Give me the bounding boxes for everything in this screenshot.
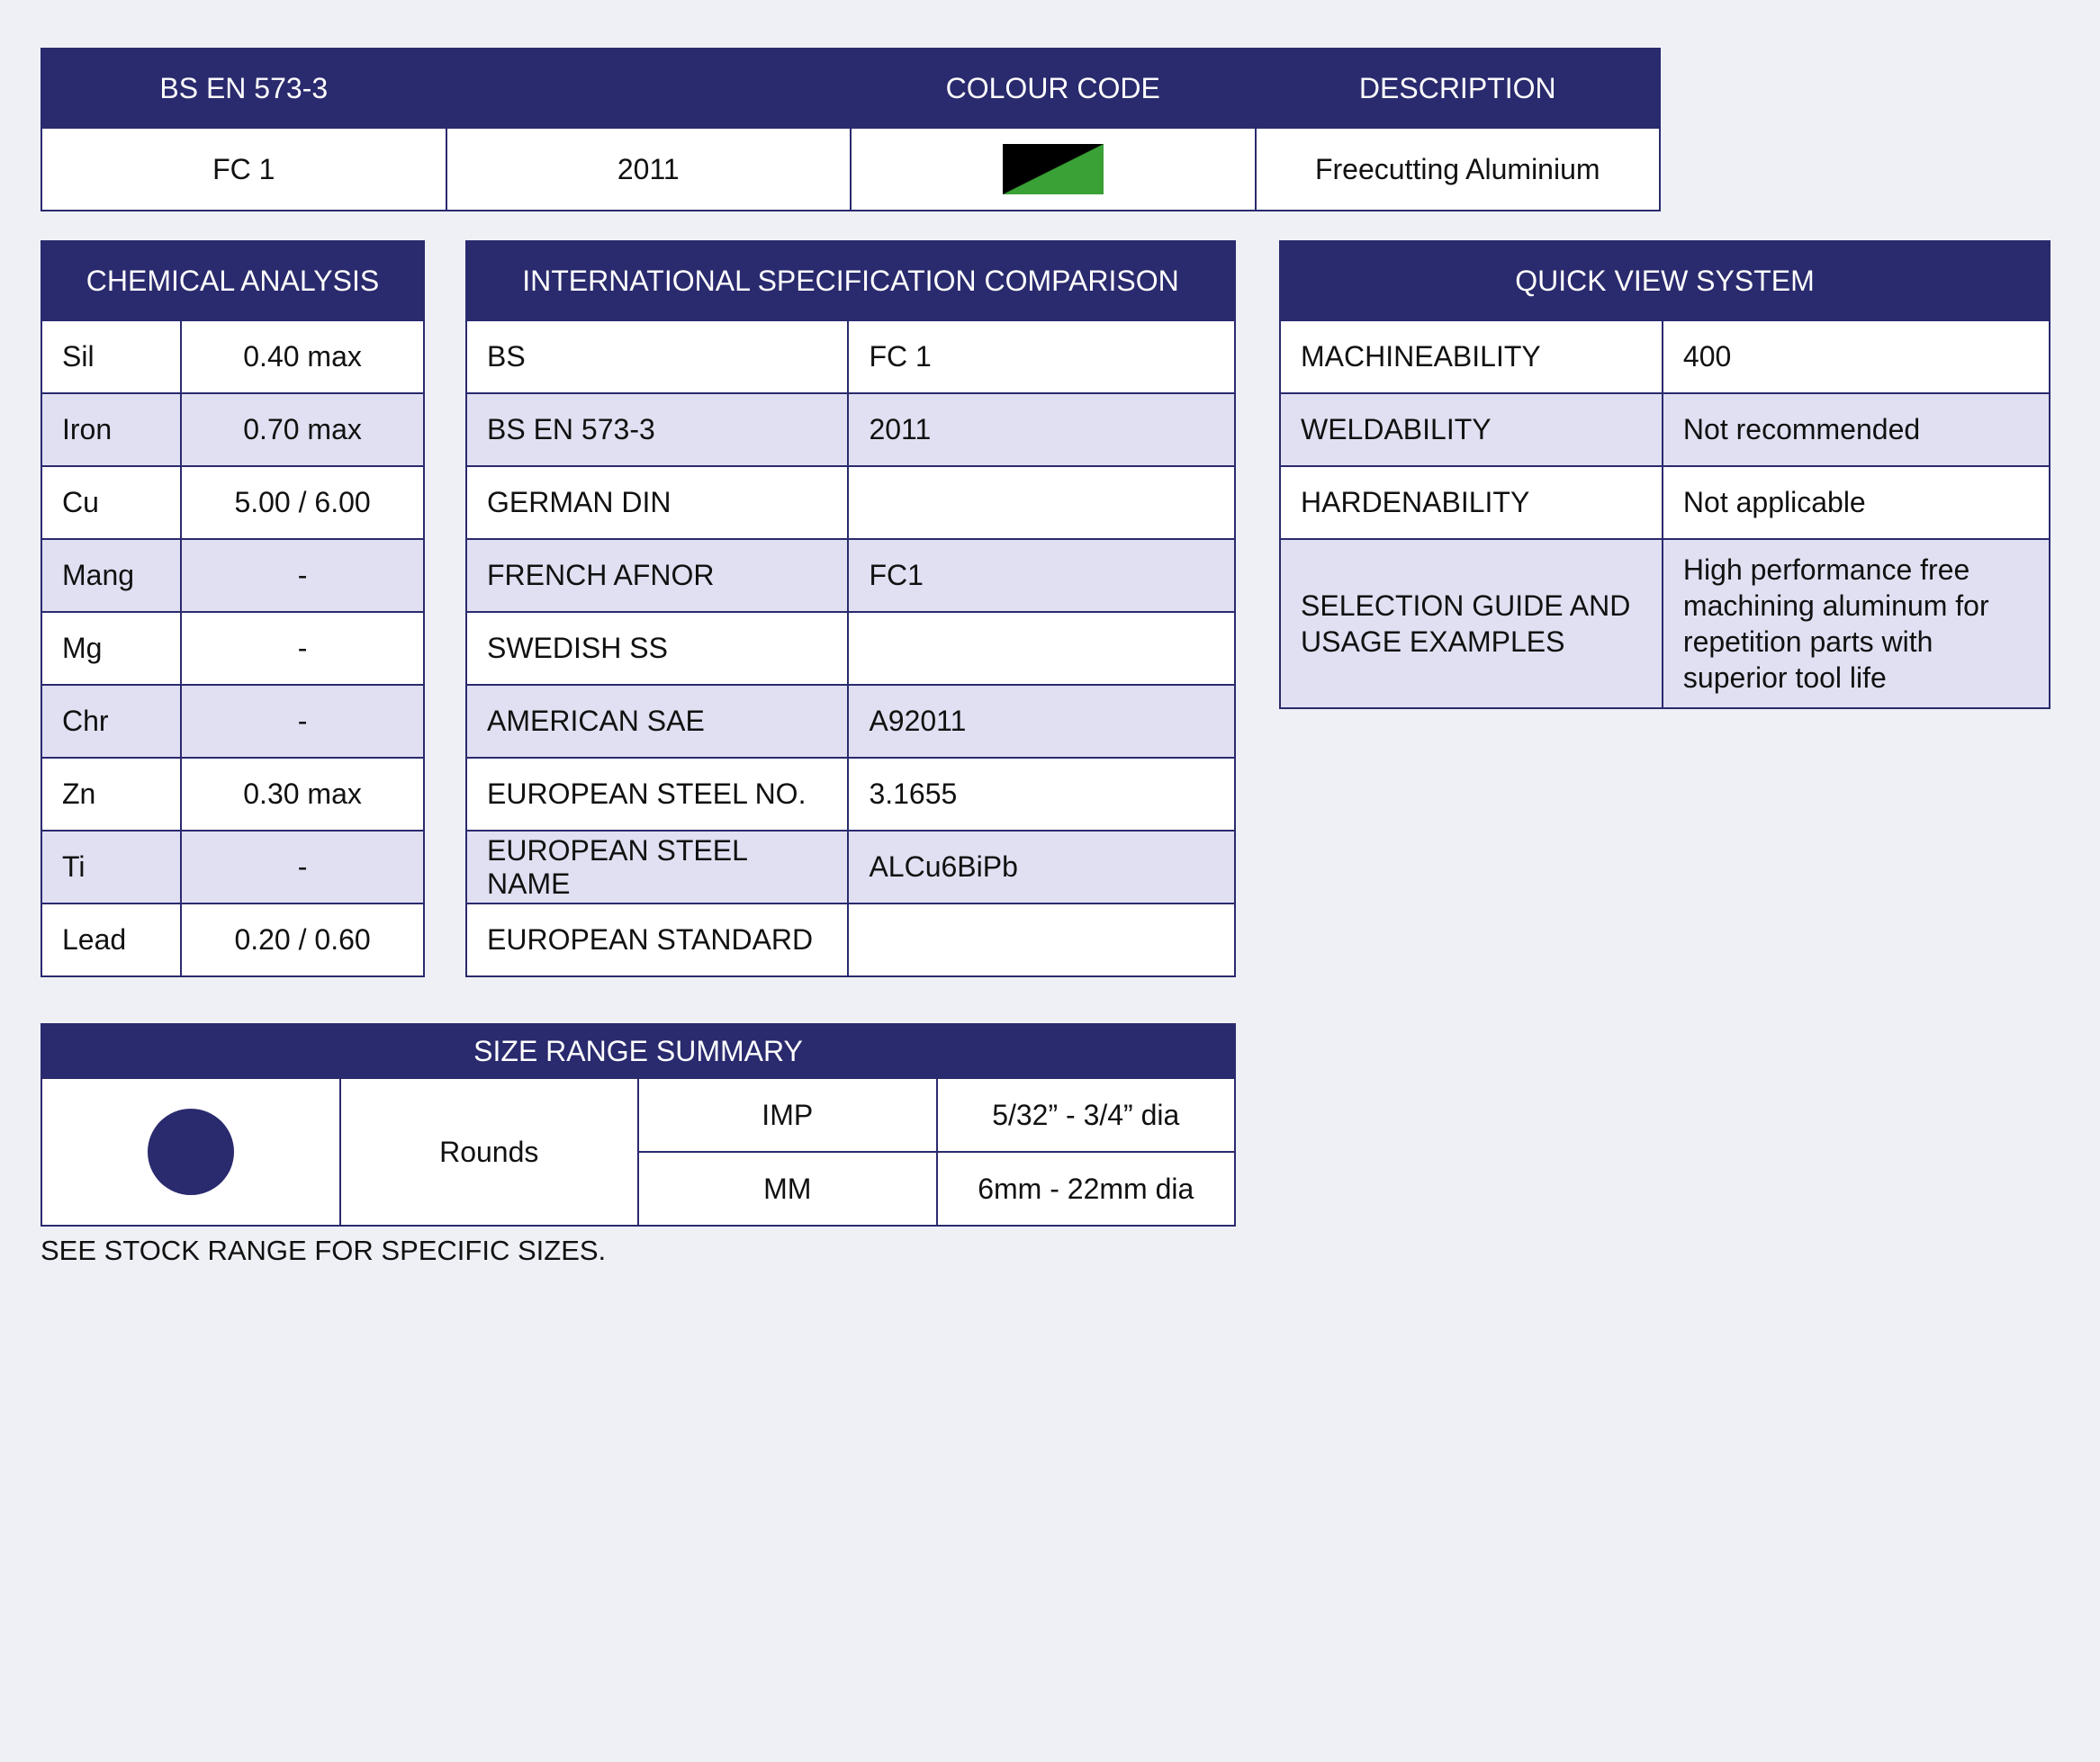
spec-value: ALCu6BiPb xyxy=(848,831,1235,903)
size-range-title: SIZE RANGE SUMMARY xyxy=(41,1024,1235,1078)
header-blank xyxy=(446,49,852,128)
header-description: DESCRIPTION xyxy=(1256,49,1661,128)
element-name: Mg xyxy=(41,612,181,685)
element-value: 0.40 max xyxy=(181,320,424,393)
spec-value: 2011 xyxy=(848,393,1235,466)
quick-view-value: High performance free machining aluminum for repetition parts with superior tool life xyxy=(1663,539,2050,708)
shape-cell xyxy=(41,1078,340,1226)
spec-key: EUROPEAN STEEL NO. xyxy=(466,758,848,831)
imp-range: 5/32” - 3/4” dia xyxy=(937,1078,1236,1152)
spec-value xyxy=(848,612,1235,685)
quick-view-key: MACHINEABILITY xyxy=(1280,320,1663,393)
imp-label: IMP xyxy=(638,1078,937,1152)
element-name: Sil xyxy=(41,320,181,393)
header-standard: BS EN 573-3 xyxy=(41,49,446,128)
spec-value: 3.1655 xyxy=(848,758,1235,831)
element-value: 0.30 max xyxy=(181,758,424,831)
element-name: Cu xyxy=(41,466,181,539)
spec-value: FC1 xyxy=(848,539,1235,612)
size-range-table xyxy=(41,1023,1236,1227)
element-value: - xyxy=(181,831,424,903)
element-name: Chr xyxy=(41,685,181,758)
quick-view-key: WELDABILITY xyxy=(1280,393,1663,466)
spec-key: BS xyxy=(466,320,848,393)
spec-value: A92011 xyxy=(848,685,1235,758)
mm-label: MM xyxy=(638,1152,937,1226)
header-colour-code: COLOUR CODE xyxy=(851,49,1256,128)
element-value: - xyxy=(181,612,424,685)
element-name: Lead xyxy=(41,903,181,976)
quick-view-value: 400 xyxy=(1663,320,2050,393)
colour-swatch-icon xyxy=(1003,144,1104,194)
element-name: Mang xyxy=(41,539,181,612)
description-value: Freecutting Aluminium xyxy=(1256,128,1661,211)
chemical-analysis-table xyxy=(41,240,425,977)
spec-key: SWEDISH SS xyxy=(466,612,848,685)
stock-range-note: SEE STOCK RANGE FOR SPECIFIC SIZES. xyxy=(41,1235,607,1266)
spec-key: EUROPEAN STEEL NAME xyxy=(466,831,848,903)
spec-comparison-table xyxy=(465,240,1236,977)
element-value: 0.70 max xyxy=(181,393,424,466)
quick-view-value: Not applicable xyxy=(1663,466,2050,539)
spec-key: AMERICAN SAE xyxy=(466,685,848,758)
element-name: Iron xyxy=(41,393,181,466)
quick-view-key: SELECTION GUIDE AND USAGE EXAMPLES xyxy=(1280,539,1663,708)
element-value: 5.00 / 6.00 xyxy=(181,466,424,539)
colour-code-cell xyxy=(851,128,1256,211)
spec-key: EUROPEAN STANDARD xyxy=(466,903,848,976)
spec-key: FRENCH AFNOR xyxy=(466,539,848,612)
quick-view-key: HARDENABILITY xyxy=(1280,466,1663,539)
circle-icon xyxy=(148,1109,234,1195)
grade-value: FC 1 xyxy=(41,128,446,211)
chemical-analysis-title: CHEMICAL ANALYSIS xyxy=(41,241,424,320)
spec-value xyxy=(848,466,1235,539)
element-name: Ti xyxy=(41,831,181,903)
quick-view-value: Not recommended xyxy=(1663,393,2050,466)
element-name: Zn xyxy=(41,758,181,831)
element-value: - xyxy=(181,685,424,758)
mm-range: 6mm - 22mm dia xyxy=(937,1152,1236,1226)
element-value: 0.20 / 0.60 xyxy=(181,903,424,976)
spec-comparison-title: INTERNATIONAL SPECIFICATION COMPARISON xyxy=(466,241,1235,320)
element-value: - xyxy=(181,539,424,612)
shape-name: Rounds xyxy=(340,1078,639,1226)
spec-value: FC 1 xyxy=(848,320,1235,393)
grade-header-table xyxy=(41,48,1661,211)
spec-value xyxy=(848,903,1235,976)
quick-view-table xyxy=(1279,240,2050,709)
spec-key: BS EN 573-3 xyxy=(466,393,848,466)
number-value: 2011 xyxy=(446,128,852,211)
spec-key: GERMAN DIN xyxy=(466,466,848,539)
quick-view-title: QUICK VIEW SYSTEM xyxy=(1280,241,2050,320)
